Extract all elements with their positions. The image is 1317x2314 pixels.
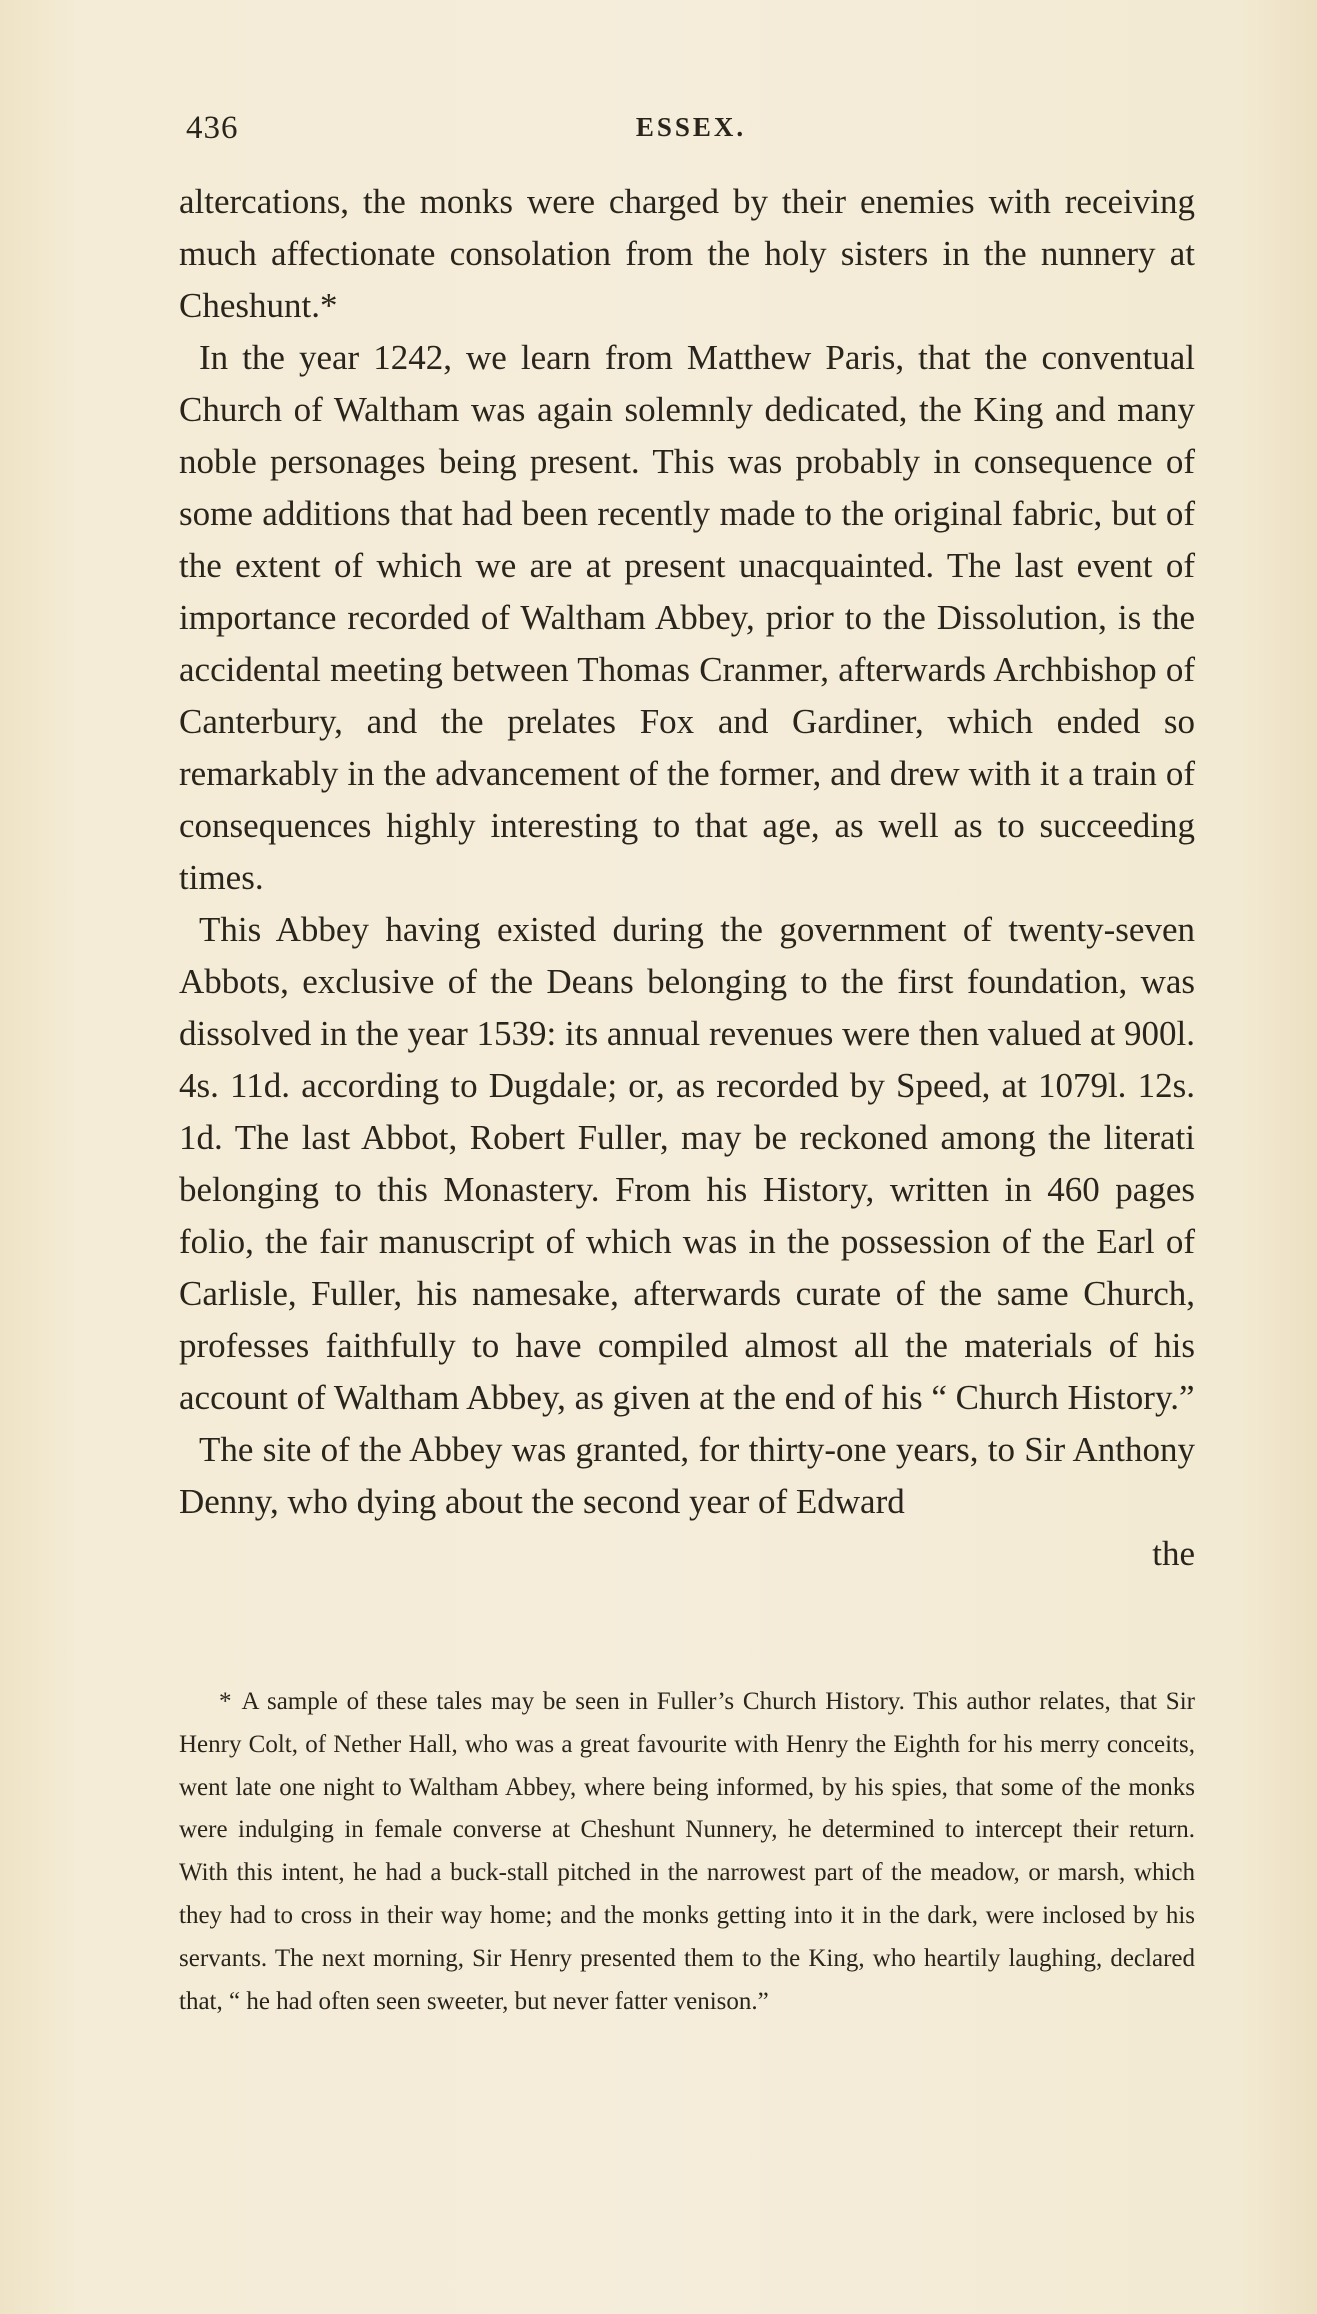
catchword: the — [1152, 1534, 1195, 1573]
main-text — [179, 176, 1195, 1580]
paragraph-site-grant: The site of the Abbey was granted, for thirty-one years, to Sir Anthony Denny, who dying about the second year of Edward — [179, 1430, 1195, 1521]
paragraph-dissolution: This Abbey having existed during the government of twenty-seven Abbots, exclusive of the Deans belonging to the first foundation, was dissolved in the year 1539: its annual revenues were then valued at 900l. 4s. 11d. according to Dugdale; or, as recorded by Speed, at 1079l. 12s. 1d. The last Abbot, Robert Fuller, may be reckoned among the literati belonging to this Monastery. From his History, written in 460 pages folio, the fair manuscript of which was in the possession of the Earl of Carlisle, Fuller, his namesake, afterwards curate of the same Church, professes faithfully to have compiled almost all the materials of his account of Waltham Abbey, as given at the end of his “ Church History.” — [179, 910, 1195, 1417]
page-header — [186, 110, 1196, 150]
footnote-paragraph — [179, 1681, 1195, 2023]
page-number: 436 — [186, 110, 239, 146]
paragraph-dedication: In the year 1242, we learn from Matthew Paris, that the conventual Church of Waltham was again solemnly dedicated, the King and many noble personages being present. This was probably in consequence of some additions that had been recently made to the original fabric, but of the extent of which we are at present unacquainted. The last event of importance recorded of Waltham Abbey, prior to the Dissolution, is the accidental meeting between Thomas Cranmer, afterwards Archbishop of Canterbury, and the prelates Fox and Gardiner, which ended so remarkably in the advancement of the former, and drew with it a train of consequences highly interesting to that age, as well as to succeeding times. — [179, 338, 1195, 897]
footnote — [179, 1681, 1195, 2023]
running-head: ESSEX. — [635, 112, 747, 142]
footnote-marker: * — [219, 1688, 232, 1715]
paragraph-continued: altercations, the monks were charged by their enemies with receiving much affectionate consolation from the holy sisters in the nunnery at Cheshunt.* — [179, 182, 1195, 325]
footnote-text: A sample of these tales may be seen in Fuller’s Church History. This author relates, that Sir Henry Colt, of Nether Hall, who was a great favourite with Henry the Eighth for his merry conceits, went late one night to Waltham Abbey, where being informed, by his spies, that some of the monks were indulging in female converse at Cheshunt Nunnery, he determined to intercept their return. With this intent, he had a buck-stall pitched in the narrowest part of the meadow, or marsh, which they had to cross in their way home; and the monks getting into it in the dark, were inclosed by his servants. The next morning, Sir Henry presented them to the King, who heartily laughing, declared that, “ he had often seen sweeter, but never fatter venison.” — [179, 1688, 1195, 2015]
